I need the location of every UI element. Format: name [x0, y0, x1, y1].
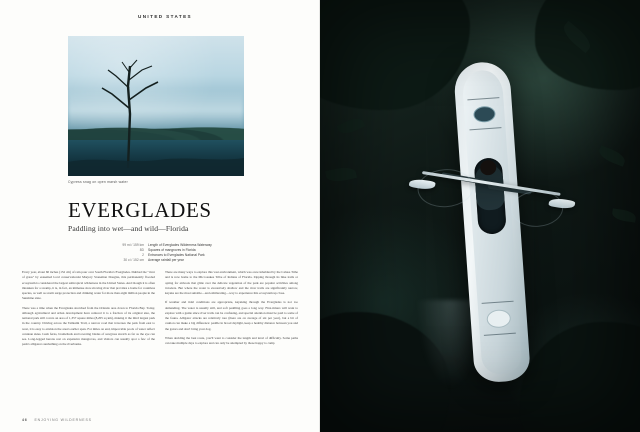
fact-label: 8D: [139, 248, 144, 253]
paragraph: Every year, about 60 inches (152 cm) of rain pour over South Florida's Everglades. Dubbed the "river of grass" by esteemed local conservationist Marjory Stoneman Douglas, this permanently flooded ecosystem is considered the largest subtropical wilderness in the United States. And though it is often mistaken for a swamp, it is, in fact, an immense slow-moving river that provides a home for countless species, as well as storm surge protection and drinking water for more than eight million people in the Sunshine state.: [22, 270, 155, 301]
title-block: [68, 200, 268, 233]
fact-label: 2: [142, 253, 144, 258]
fact-value: Entrances to Everglades National Park: [148, 253, 205, 258]
paragraph: There are many ways to explore this vast environment, which was once inhabited by the Calusa Tribe and is now home to the Miccosukee Tribe of Indians of Florida. Zipping through its bike trails or opting for airboats that glide over the delicate vegetation of the park are popular activities among travelers. But where the water is excessively shallow and the river trails are significantly narrow, kayaks are the most suitable—and exhilarating—way to experience this ecosystem up close.: [165, 270, 298, 295]
body-column-1: [22, 270, 155, 352]
fact-value: Length of Everglades Wilderness Waterway: [148, 243, 212, 247]
folio: [22, 418, 92, 422]
page-title: EVERGLADES: [68, 198, 212, 222]
fact-list: [110, 243, 260, 263]
section-kicker: UNITED STATES: [138, 14, 193, 19]
dead-tree-icon: [68, 36, 244, 176]
fact-row: [110, 258, 260, 263]
fact-label: 99 mi / 159 km: [122, 243, 144, 247]
fact-label: 30 ci / 152 cm: [123, 258, 144, 263]
photo-caption: Cypress snag on open marsh water: [68, 180, 128, 184]
folio-section: ENJOYING WILDERNESS: [34, 418, 92, 422]
page-number: 46: [22, 418, 28, 422]
paragraph: If weather and tidal conditions are appropriate, kayaking through the Everglades is not too demanding. The water is usually still, and soft paddling goes a long way. First-timers will want to explore with a guide since river trails can be confusing, and special attention must be paid to some of the fauna. Alligator attacks are relatively rare (there are on average of six per year), but a bit of caution can make a big difference: paddle in broad daylight, keep a healthy distance between you and the gators and don't bring your dog.: [165, 300, 298, 331]
cypress-snag-photo: [68, 36, 244, 176]
paragraph: When deciding the best route, you'll want to consider the length and level of difficulty. Some paths can take multiple days to explore and can only be attempted by those happy to camp: [165, 335, 298, 345]
fact-value: Average rainfall per year: [148, 258, 184, 263]
page-subtitle: Paddling into wet—and wild—Florida: [68, 224, 189, 233]
paragraph: There was a time when the Everglades stretched from the Orlando area down to Florida Bay. Today, although agricultural and urban development have reduced it to a fraction of its original size, the national park still covers an area of 1,357 square miles (8,205 sq km), making it the third largest park in the country. Driving across the Tamiami Trail, a narrow road that traverses the park from east to west, it is easy to envision the area's earlier span. For miles on end, impeccable pools of water reflect cerulean skies. Lush ferns, bromeliads and towering blades of sawgrass stretch as far as the eye can see. Long-legged herons rest on expansive mangroves, and visitors can usually spot a few of the park's alligators sunbathing on the riverbanks.: [22, 305, 155, 347]
kayak: [427, 59, 557, 386]
body-columns: [22, 270, 298, 352]
fact-value: Squares of mangroves in Florida: [148, 248, 196, 253]
body-column-2: [165, 270, 298, 352]
right-page-photo: [320, 0, 640, 432]
